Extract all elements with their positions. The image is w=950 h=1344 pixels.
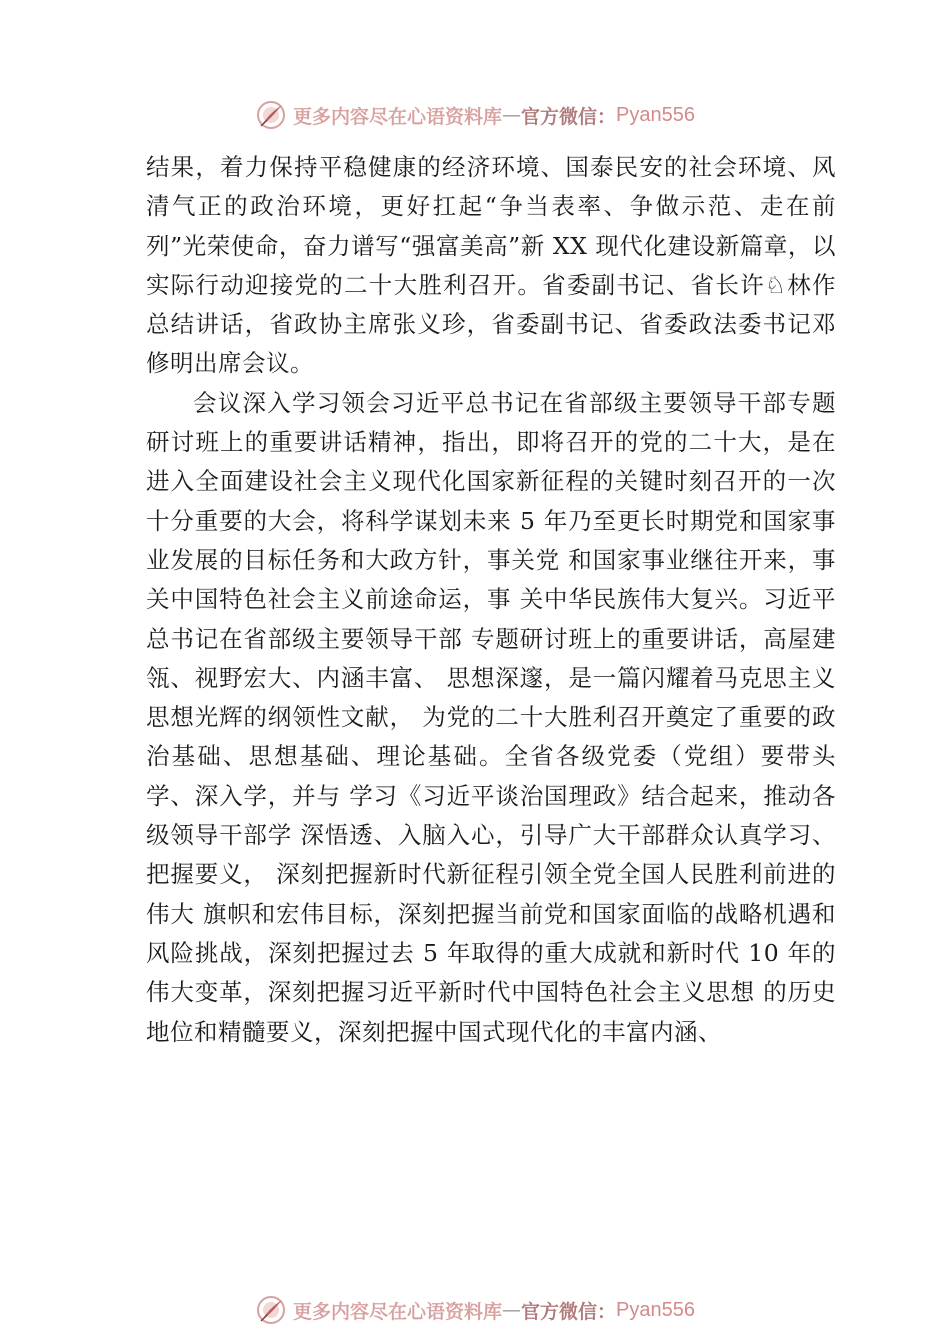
- header-banner: [0, 95, 950, 135]
- banner-separator: —: [502, 1299, 522, 1321]
- banner-label: 官方微信：: [521, 105, 617, 128]
- banner-label: 官方微信：: [521, 1300, 617, 1323]
- paragraph-1: [146, 148, 836, 384]
- paragraph-1-text: 结果，着力保持平稳健康的经济环境、国泰民安的社会环境、风清气正的政治环境，更好扛起“争当表率、争做示范、走在前列”光荣使命，奋力谱写“强富美高”新 XX 现代化建设新篇章，以实际行动迎接党的二十大胜利召开。省委副书记、省长许: [146, 153, 836, 299]
- unknown-glyph: ♘: [764, 270, 787, 299]
- document-body: [146, 148, 836, 1052]
- paragraph-2: 会议深入学习领会习近平总书记在省部级主要领导干部专题研讨班上的重要讲话精神，指出，即将召开的党的二十大，是在进入全面建设社会主义现代化国家新征程的关键时刻召开的一次十分重要的大会，将科学谋划未来 5 年乃至更长时期党和国家事业发展的目标任务和大政方针，事关党 和国家事业继往开来，事关中国特色社会主义前途命运，事 关中华民族伟大复兴。习近平总书记在省部级主要领导干部 专题研讨班上的重要讲话，高屋建瓴、视野宏大、内涵丰富、 思想深邃，是一篇闪耀着马克思主义思想光辉的纲领性文献， 为党的二十大胜利召开奠定了重要的政治基础、思想基础、理论基础。全省各级党委（党组）要带头学、深入学，并与 学习《习近平谈治国理政》结合起来，推动各级领导干部学 深悟透、入脑入心，引导广大干部群众认真学习、把握要义， 深刻把握新时代新征程引领全党全国人民胜利前进的伟大 旗帜和宏伟目标，深刻把握当前党和国家面临的战略机遇和 风险挑战，深刻把握过去 5 年取得的重大成就和新时代 10 年的伟大变革，深刻把握习近平新时代中国特色社会主义思想 的历史地位和精髓要义，深刻把握中国式现代化的丰富内涵、: [146, 388, 836, 1046]
- feather-logo-icon: [255, 1294, 287, 1326]
- banner-main-text: 更多内容尽在心语资料库: [293, 1300, 503, 1323]
- banner-wechat-id: Pyan556: [616, 103, 695, 126]
- feather-logo-icon: [255, 99, 287, 131]
- banner-wechat-id: Pyan556: [616, 1298, 695, 1321]
- banner-separator: —: [502, 104, 522, 126]
- footer-banner: [0, 1290, 950, 1330]
- banner-main-text: 更多内容尽在心语资料库: [293, 105, 503, 128]
- paragraph-1-continuation: 林作总结讲话，省政协主席张义珍，省委副书记、省委政法委书记邓修明出席会议。: [146, 270, 837, 378]
